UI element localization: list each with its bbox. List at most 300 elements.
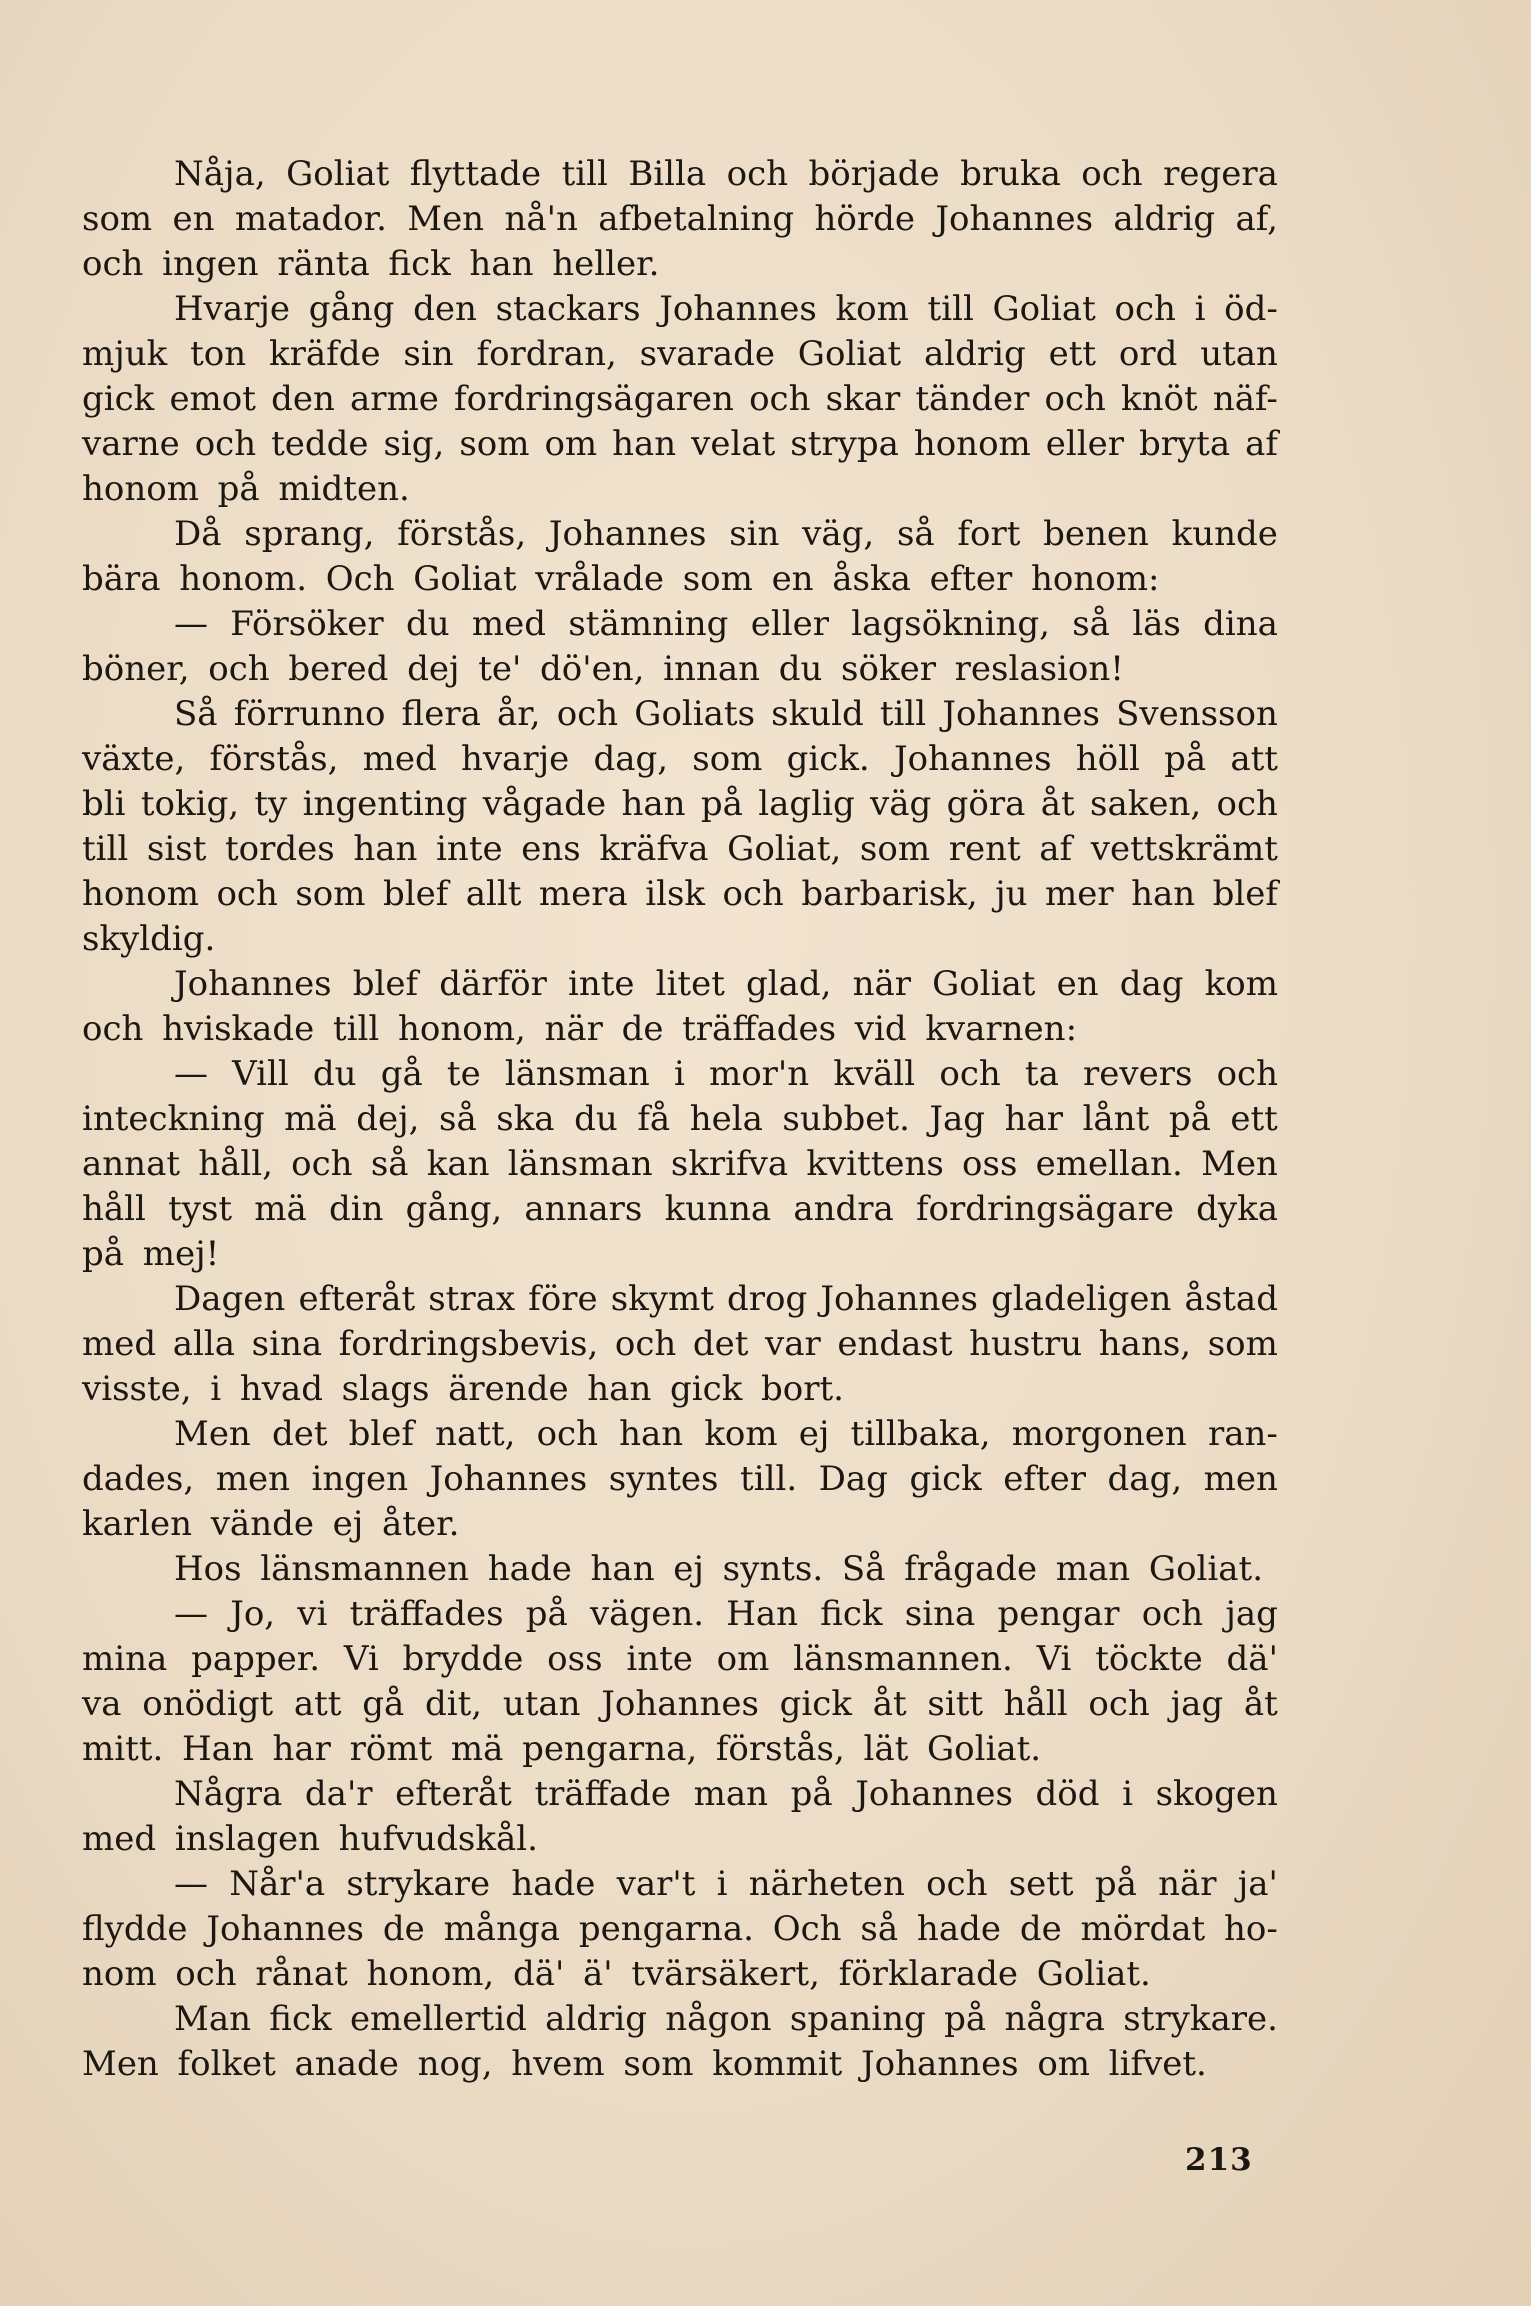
word: stackars (495, 289, 641, 329)
text-line (82, 647, 1278, 692)
word: åska (832, 559, 911, 599)
word: Svensson (1116, 694, 1278, 734)
word: skar (825, 379, 901, 419)
word: har (272, 1729, 331, 1769)
word: och (82, 244, 144, 284)
word: Vi (1036, 1639, 1072, 1679)
word: Men (407, 199, 485, 239)
word: med (82, 1324, 157, 1364)
word: han (619, 1414, 684, 1454)
word: och (614, 1324, 677, 1364)
word: ej (332, 1504, 364, 1544)
word: Han (181, 1729, 254, 1769)
word: närheten (748, 1864, 905, 1904)
word: Goliat. (1036, 1954, 1151, 1994)
word: strypa (790, 424, 899, 464)
word: vi (297, 1594, 328, 1634)
word: gick (909, 1459, 982, 1499)
word: kväll (833, 1054, 916, 1094)
word: mjuk (82, 334, 168, 374)
word: Goliat (932, 964, 1036, 1004)
word: han (621, 784, 686, 824)
word: hela (689, 1099, 763, 1139)
word: syntes (608, 1459, 719, 1499)
text-line (82, 827, 1278, 872)
word: och (1088, 1684, 1150, 1724)
word: det (692, 1324, 749, 1364)
word: Så (841, 1549, 886, 1589)
word: Så (174, 694, 218, 734)
word: med (471, 604, 547, 644)
word: flyttade (409, 154, 542, 194)
word: sig, (383, 424, 445, 464)
word: ho- (1224, 1909, 1278, 1949)
word: allt (465, 874, 522, 914)
word: din (328, 1189, 384, 1229)
word: i (716, 1864, 728, 1904)
word: reslasion! (954, 649, 1124, 689)
word: gå (380, 1054, 423, 1094)
word: nom (82, 1954, 157, 1994)
word: hade (916, 1909, 1001, 1949)
word: tordes (224, 829, 335, 869)
word: kan (426, 1144, 490, 1184)
word: så (1072, 604, 1110, 644)
word: Då (174, 514, 222, 554)
word: väg, (802, 514, 875, 554)
word: Johannes (855, 1774, 1013, 1814)
word: fort (957, 514, 1021, 554)
word: dej (407, 649, 460, 689)
word: honom (82, 874, 199, 914)
text-line (82, 1097, 1278, 1142)
word: han (1131, 874, 1196, 914)
word: synts. (722, 1549, 824, 1589)
text-line (82, 1682, 1278, 1727)
word: länsman (504, 1054, 650, 1094)
word: af, (1235, 199, 1278, 239)
text-line (82, 152, 1278, 197)
word: midten. (278, 469, 410, 509)
word: emot (169, 379, 256, 419)
word: andra (793, 1189, 894, 1229)
word: åt (872, 1684, 907, 1724)
word: växte, (82, 739, 186, 779)
text-line (82, 962, 1278, 1007)
word: Goliat (797, 334, 902, 374)
word: när (544, 1009, 603, 1049)
word: Goliat (992, 289, 1096, 329)
word: afbetalning (598, 199, 795, 239)
word: Goliats (634, 694, 756, 734)
word: hviskade (162, 1009, 315, 1049)
word: och (722, 874, 784, 914)
word: spaning (789, 1999, 926, 2039)
word: Och (325, 559, 395, 599)
word: nå'n (504, 199, 578, 239)
word: var't (616, 1864, 696, 1904)
word: förstås, (715, 1729, 845, 1769)
word: ska (496, 1099, 555, 1139)
word: Dagen (174, 1279, 286, 1319)
text-line (82, 377, 1278, 422)
word: skogen (1155, 1774, 1278, 1814)
word: ingen (162, 244, 259, 284)
word: tillbaka, (850, 1414, 991, 1454)
word: kräfva (599, 829, 709, 869)
word: och (1216, 1054, 1278, 1094)
word: mina (82, 1639, 168, 1679)
word: på (790, 1774, 833, 1814)
word: jag (1170, 1684, 1224, 1724)
text-line (82, 917, 1278, 962)
word: död (1035, 1774, 1100, 1814)
word: du (778, 649, 823, 689)
word: kom (835, 289, 909, 329)
word: honom, (397, 1009, 526, 1049)
word: Johannes (893, 739, 1052, 779)
word: som (682, 559, 753, 599)
text-line (82, 242, 1278, 287)
word: på (700, 784, 743, 824)
word: hade (487, 1549, 572, 1589)
word: mera (538, 874, 628, 914)
word: mor'n (708, 1054, 810, 1094)
word: har (1004, 1099, 1064, 1139)
word: aldrig (923, 334, 1026, 374)
word: och (82, 1009, 144, 1049)
word: fick (269, 1999, 332, 2039)
word: hörde (814, 199, 916, 239)
word: läs (1132, 604, 1181, 644)
word: arme (350, 379, 439, 419)
text-line (82, 1592, 1278, 1637)
word: honom, (366, 1954, 495, 1994)
word: om (1037, 2044, 1091, 2084)
word: förstås, (397, 514, 527, 554)
word: oss (962, 1144, 1018, 1184)
text-line (82, 1367, 1278, 1412)
word: brydde (402, 1639, 524, 1679)
word: och (536, 1414, 598, 1454)
word: te' (478, 649, 522, 689)
word: på (1164, 739, 1207, 779)
word: till (879, 694, 927, 734)
word: bruka (960, 154, 1061, 194)
word: väg (870, 784, 932, 824)
word: ett (1048, 334, 1097, 374)
word: hans, (1098, 1324, 1192, 1364)
word: som (459, 424, 530, 464)
word: år, (497, 694, 541, 734)
word: hvem (511, 2044, 605, 2084)
word: regera (1163, 154, 1278, 194)
word: Vill (232, 1054, 289, 1094)
word: på (1168, 1099, 1211, 1139)
word: om (544, 424, 598, 464)
word: de (1019, 1909, 1062, 1949)
word: af (1039, 829, 1073, 869)
word: dades, (82, 1459, 195, 1499)
word: och (1216, 784, 1278, 824)
word: barbarisk, (801, 874, 978, 914)
word: nog, (417, 2044, 493, 2084)
word: inteckning (82, 1099, 265, 1139)
word: natt, (435, 1414, 516, 1454)
word: sett (1008, 1864, 1074, 1904)
word: träffades (682, 1009, 837, 1049)
word: — (174, 1594, 208, 1634)
word: fordringsägare (915, 1189, 1174, 1229)
word: vägen. (589, 1594, 705, 1634)
word: ty (254, 784, 288, 824)
word: Jo, (230, 1594, 276, 1634)
word: några (1004, 1999, 1105, 2039)
word: öd- (1224, 289, 1278, 329)
word: skyldig. (82, 919, 216, 959)
text-line (82, 2042, 1278, 2087)
text-line (82, 1007, 1278, 1052)
word: på (1094, 1864, 1137, 1904)
word: till (561, 154, 608, 194)
word: va (82, 1684, 122, 1724)
word: dä' (512, 1954, 565, 1994)
word: på (525, 1594, 568, 1634)
text-line (82, 1772, 1278, 1817)
word: till (82, 829, 129, 869)
text-line (82, 287, 1278, 332)
word: med (362, 739, 437, 779)
word: i (1194, 289, 1206, 329)
word: glad, (745, 964, 832, 1004)
word: en (771, 559, 814, 599)
word: ran- (1207, 1414, 1278, 1454)
word: efter (929, 559, 1013, 599)
word: inte (626, 1639, 693, 1679)
word: lagsökning, (851, 604, 1050, 644)
word: du (312, 1054, 357, 1094)
text-line (82, 1907, 1278, 1952)
word: annars (524, 1189, 643, 1229)
word: dä' (1226, 1639, 1278, 1679)
word: Johannes (935, 199, 1094, 239)
word: skrifva (670, 1144, 789, 1184)
word: det (271, 1414, 328, 1454)
word: ord (1118, 334, 1178, 374)
word: hade (511, 1864, 596, 1904)
word: dina (1203, 604, 1278, 644)
word: innan (663, 649, 760, 689)
word: Han (726, 1594, 799, 1634)
word: emellan. (1035, 1144, 1183, 1184)
word: dag, (593, 739, 669, 779)
word: att (1230, 739, 1278, 779)
word: sina (904, 1594, 976, 1634)
word: Johannes (206, 1909, 365, 1949)
word: blef (348, 1414, 414, 1454)
word: bryta (1138, 424, 1231, 464)
word: mej! (142, 1234, 220, 1274)
word: som (1207, 1324, 1278, 1364)
word: men (1203, 1459, 1278, 1499)
text-line (82, 1277, 1278, 1322)
word: så (860, 1909, 899, 1949)
word: sin (403, 334, 454, 374)
word: de (621, 1009, 664, 1049)
word: ens (521, 829, 581, 869)
word: knöt (1121, 379, 1198, 419)
word: Billa (628, 154, 707, 194)
word: stämning (568, 604, 729, 644)
word: Nåja, (174, 154, 266, 194)
text-line (82, 692, 1278, 737)
word: Hos (174, 1549, 242, 1589)
word: ett (1230, 1099, 1278, 1139)
word: Johannes (659, 289, 817, 329)
text-line (82, 467, 1278, 512)
text-line (82, 1322, 1278, 1367)
text-line (82, 1997, 1278, 2042)
word: och (939, 1054, 1001, 1094)
word: endast (837, 1324, 953, 1364)
word: vettskrämt (1090, 829, 1278, 869)
word: Några (174, 1774, 283, 1814)
word: gladeligen (991, 1279, 1172, 1319)
word: da'r (304, 1774, 373, 1814)
word: lånt (1082, 1099, 1150, 1139)
word: gick (670, 1369, 743, 1409)
text-line (82, 1232, 1278, 1277)
word: den (413, 289, 477, 329)
word: Når'a (229, 1864, 326, 1904)
word: ton (190, 334, 247, 374)
word: var (765, 1324, 821, 1364)
word: och (1114, 289, 1176, 329)
word: lät (863, 1729, 909, 1769)
word: aldrig (1113, 199, 1216, 239)
word: saken, (1090, 784, 1202, 824)
word: Johannes (942, 694, 1100, 734)
word: och (726, 154, 789, 194)
word: eller (1045, 424, 1124, 464)
word: strykare (346, 1864, 491, 1904)
word: bli (82, 784, 126, 824)
word: göra (946, 784, 1026, 824)
word: tyst (168, 1189, 233, 1229)
word: mördat (1080, 1909, 1206, 1949)
word: men (215, 1459, 290, 1499)
word: honom: (1031, 559, 1160, 599)
text-line (82, 1547, 1278, 1592)
word: söker (841, 649, 936, 689)
word: kunna (664, 1189, 772, 1229)
word: mä (254, 1189, 307, 1229)
word: revers (1083, 1054, 1193, 1094)
word: visste, (82, 1369, 192, 1409)
word: — (174, 1864, 208, 1904)
text-line (82, 1952, 1278, 1997)
text-line (82, 782, 1278, 827)
word: när (852, 964, 912, 1004)
word: Hvarje (174, 289, 291, 329)
text-line (82, 1862, 1278, 1907)
word: han (353, 829, 418, 869)
word: böner, (82, 649, 190, 689)
word: ränta (277, 244, 370, 284)
word: kräfde (268, 334, 381, 374)
word: velat (691, 424, 776, 464)
word: ingen (311, 1459, 409, 1499)
word: tänder (915, 379, 1030, 419)
word: vrålade (535, 559, 665, 599)
word: man (693, 1774, 768, 1814)
word: sina (251, 1324, 323, 1364)
word: Man (174, 1999, 251, 2039)
word: blef (382, 874, 449, 914)
word: höll (1075, 739, 1140, 779)
word: Johannes (548, 514, 707, 554)
word: man (1055, 1549, 1131, 1589)
word: i (1122, 1774, 1133, 1814)
word: bära (82, 559, 161, 599)
word: fick (388, 244, 451, 284)
word: näf- (1212, 379, 1278, 419)
word: som (623, 2044, 694, 2084)
word: litet (655, 964, 725, 1004)
word: de (382, 1909, 425, 1949)
word: på (217, 469, 260, 509)
word: honom. (179, 559, 308, 599)
word: heller. (552, 244, 660, 284)
word: römt (349, 1729, 433, 1769)
word: Goliat, (727, 829, 842, 869)
word: och (749, 379, 811, 419)
word: och (291, 1144, 353, 1184)
word: Dag (818, 1459, 888, 1499)
word: så (439, 1099, 477, 1139)
word: papper. (191, 1639, 321, 1679)
word: han (612, 424, 677, 464)
word: annat (82, 1144, 180, 1184)
word: lifvet. (1108, 2044, 1207, 2084)
word: fordran, (476, 334, 617, 374)
word: någon (665, 1999, 772, 2039)
word: förstås, (209, 739, 339, 779)
word: länsmannen. (793, 1639, 1013, 1679)
word: subbet. (782, 1099, 910, 1139)
word: hustru (969, 1324, 1083, 1364)
word: honom (913, 424, 1031, 464)
word: förrunno (233, 694, 386, 734)
word: länsman (507, 1144, 653, 1184)
word: den (271, 379, 335, 419)
word: Vi (343, 1639, 379, 1679)
word: dag (1119, 964, 1184, 1004)
word: Goliat. (926, 1729, 1042, 1769)
word: håll (82, 1189, 146, 1229)
word: åt (1243, 1684, 1278, 1724)
word: matador. (234, 199, 387, 239)
word: länsmannen (260, 1549, 470, 1589)
word: tedde (271, 424, 369, 464)
text-line (82, 332, 1278, 377)
word: och (926, 1864, 988, 1904)
word: vände (210, 1504, 314, 1544)
word: honom (82, 469, 199, 509)
word: han (587, 1369, 652, 1409)
word: dö'en, (540, 649, 645, 689)
text-line (82, 1637, 1278, 1682)
